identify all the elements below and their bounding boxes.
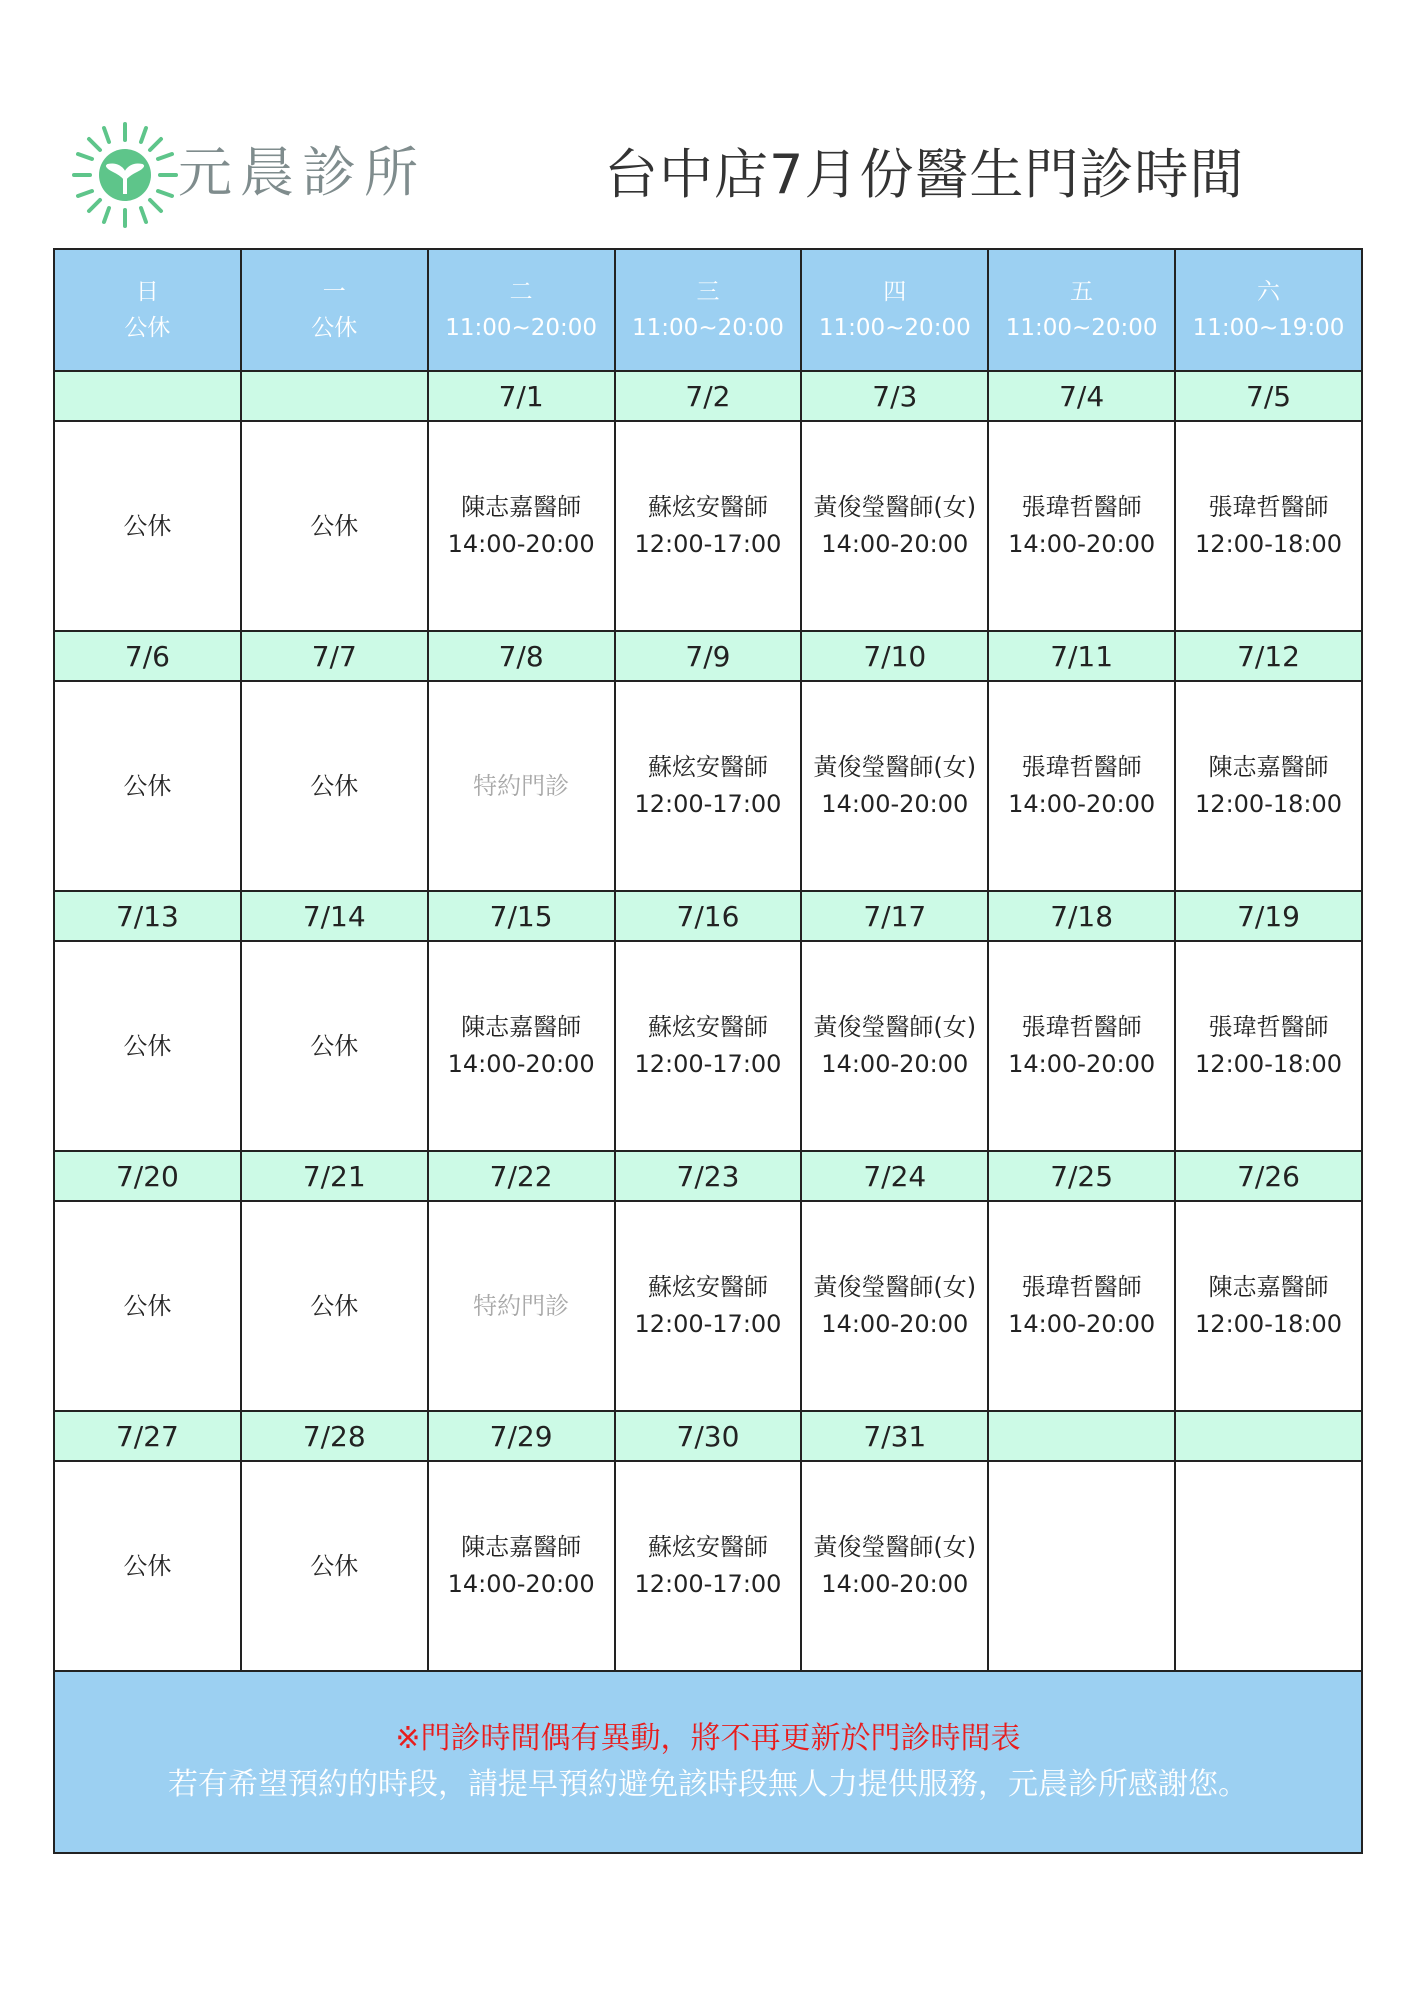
schedule-cell <box>428 1461 615 1671</box>
weekday-hours: 公休 <box>311 315 358 341</box>
doctor-name: 公休 <box>123 511 172 540</box>
clinic-hours: 12:00-17:00 <box>634 790 782 818</box>
doctor-name: 公休 <box>310 1031 359 1060</box>
schedule-cell <box>241 1461 428 1671</box>
date-cell: 7/26 <box>1175 1151 1362 1201</box>
schedule-cell <box>1175 421 1362 631</box>
date-row <box>54 631 1362 681</box>
clinic-hours: 12:00-18:00 <box>1195 1310 1343 1338</box>
schedule-cell <box>615 681 802 891</box>
weekday-hours: 公休 <box>124 315 171 341</box>
schedule-cell <box>241 941 428 1151</box>
weekday-hours: 11:00~20:00 <box>445 315 598 341</box>
doctor-name: 公休 <box>310 1551 359 1580</box>
schedule-cell <box>54 941 241 1151</box>
schedule-cell <box>615 1461 802 1671</box>
schedule-cell <box>428 941 615 1151</box>
clinic-hours: 14:00-20:00 <box>821 1310 969 1338</box>
weekday-name: 五 <box>1070 279 1094 305</box>
sun-sprout-logo-icon <box>70 120 180 230</box>
date-cell: 7/31 <box>801 1411 988 1461</box>
clinic-hours: 14:00-20:00 <box>821 1050 969 1078</box>
date-cell: 7/14 <box>241 891 428 941</box>
clinic-hours: 12:00-18:00 <box>1195 1050 1343 1078</box>
weekday-header <box>1175 249 1362 371</box>
schedule-cell <box>615 941 802 1151</box>
clinic-hours: 12:00-17:00 <box>634 1570 782 1598</box>
schedule-cell <box>54 1201 241 1411</box>
date-cell <box>1175 1411 1362 1461</box>
clinic-hours: 12:00-18:00 <box>1195 790 1343 818</box>
schedule-cell <box>801 1201 988 1411</box>
doctor-name: 公休 <box>310 511 359 540</box>
date-cell: 7/12 <box>1175 631 1362 681</box>
doctor-name: 陳志嘉醫師 <box>461 493 582 521</box>
schedule-row <box>54 421 1362 631</box>
schedule-cell <box>988 1201 1175 1411</box>
date-cell: 7/17 <box>801 891 988 941</box>
weekday-name: 三 <box>696 279 720 305</box>
weekday-hours: 11:00~20:00 <box>1005 315 1158 341</box>
doctor-name: 陳志嘉醫師 <box>1208 1273 1329 1301</box>
brand-name: 元晨診所 <box>178 141 426 204</box>
date-cell: 7/4 <box>988 371 1175 421</box>
date-cell: 7/9 <box>615 631 802 681</box>
doctor-name: 公休 <box>310 1291 359 1320</box>
doctor-name: 張瑋哲醫師 <box>1021 493 1142 521</box>
schedule-row <box>54 941 1362 1151</box>
clinic-hours: 14:00-20:00 <box>1008 1310 1156 1338</box>
doctor-name: 陳志嘉醫師 <box>461 1533 582 1561</box>
page-header <box>0 0 1414 240</box>
date-cell: 7/25 <box>988 1151 1175 1201</box>
doctor-name: 張瑋哲醫師 <box>1021 1013 1142 1041</box>
schedule-cell <box>988 941 1175 1151</box>
clinic-hours: 14:00-20:00 <box>447 1050 595 1078</box>
date-cell: 7/20 <box>54 1151 241 1201</box>
date-cell: 7/1 <box>428 371 615 421</box>
notice-row <box>54 1671 1362 1853</box>
doctor-name: 黃俊瑩醫師(女) <box>813 493 977 521</box>
date-cell: 7/23 <box>615 1151 802 1201</box>
date-cell: 7/27 <box>54 1411 241 1461</box>
schedule-cell <box>1175 941 1362 1151</box>
schedule-cell <box>801 1461 988 1671</box>
doctor-name: 蘇炫安醫師 <box>647 493 768 521</box>
date-cell: 7/30 <box>615 1411 802 1461</box>
clinic-hours: 12:00-18:00 <box>1195 530 1343 558</box>
weekday-name: 一 <box>322 279 346 305</box>
schedule-cell <box>615 421 802 631</box>
doctor-name: 蘇炫安醫師 <box>647 1273 768 1301</box>
date-row <box>54 1411 1362 1461</box>
clinic-hours: 14:00-20:00 <box>447 1570 595 1598</box>
doctor-name: 張瑋哲醫師 <box>1021 753 1142 781</box>
weekday-hours: 11:00~20:00 <box>632 315 784 341</box>
clinic-hours: 14:00-20:00 <box>821 1570 969 1598</box>
date-cell: 7/19 <box>1175 891 1362 941</box>
doctor-name: 特約門診 <box>473 1291 570 1320</box>
clinic-hours: 14:00-20:00 <box>821 530 969 558</box>
date-cell: 7/22 <box>428 1151 615 1201</box>
date-cell: 7/5 <box>1175 371 1362 421</box>
doctor-name: 黃俊瑩醫師(女) <box>813 1273 977 1301</box>
schedule-cell <box>1175 1201 1362 1411</box>
schedule-cell <box>801 941 988 1151</box>
doctor-name: 張瑋哲醫師 <box>1021 1273 1142 1301</box>
weekday-header <box>615 249 802 371</box>
schedule-cell <box>801 681 988 891</box>
schedule-cell <box>801 421 988 631</box>
weekday-header <box>241 249 428 371</box>
date-cell: 7/16 <box>615 891 802 941</box>
date-cell <box>241 371 428 421</box>
clinic-hours: 12:00-17:00 <box>634 530 782 558</box>
schedule-cell <box>615 1201 802 1411</box>
notice-warning: ※門診時間偶有異動，將不再更新於門診時間表 <box>395 1721 1021 1756</box>
clinic-hours: 14:00-20:00 <box>1008 530 1156 558</box>
weekday-header <box>54 249 241 371</box>
doctor-name: 公休 <box>123 1291 172 1320</box>
weekday-name: 四 <box>883 279 907 305</box>
date-cell: 7/7 <box>241 631 428 681</box>
clinic-hours: 14:00-20:00 <box>1008 790 1156 818</box>
doctor-name: 黃俊瑩醫師(女) <box>813 1533 977 1561</box>
doctor-name: 陳志嘉醫師 <box>461 1013 582 1041</box>
schedule-cell <box>988 681 1175 891</box>
schedule-cell <box>1175 681 1362 891</box>
page-title: 台中店7月份醫生門診時間 <box>604 143 1245 206</box>
date-cell: 7/18 <box>988 891 1175 941</box>
schedule-cell <box>428 681 615 891</box>
weekday-hours: 11:00~19:00 <box>1192 315 1345 341</box>
doctor-name: 蘇炫安醫師 <box>647 1533 768 1561</box>
clinic-hours: 14:00-20:00 <box>821 790 969 818</box>
weekday-name: 六 <box>1257 279 1281 305</box>
doctor-name: 公休 <box>310 771 359 800</box>
doctor-name: 公休 <box>123 1551 172 1580</box>
date-cell <box>54 371 241 421</box>
schedule-row <box>54 1461 1362 1671</box>
notice-box <box>54 1671 1362 1853</box>
date-cell: 7/8 <box>428 631 615 681</box>
schedule-row <box>54 681 1362 891</box>
schedule-cell <box>241 681 428 891</box>
schedule-cell <box>241 421 428 631</box>
schedule-cell <box>241 1201 428 1411</box>
schedule-cell <box>988 1461 1175 1671</box>
schedule-cell <box>54 1461 241 1671</box>
date-row <box>54 371 1362 421</box>
doctor-name: 蘇炫安醫師 <box>647 1013 768 1041</box>
doctor-name: 黃俊瑩醫師(女) <box>813 1013 977 1041</box>
doctor-name: 公休 <box>123 1031 172 1060</box>
date-cell: 7/21 <box>241 1151 428 1201</box>
date-cell: 7/11 <box>988 631 1175 681</box>
clinic-hours: 12:00-17:00 <box>634 1310 782 1338</box>
weekday-header <box>988 249 1175 371</box>
date-row <box>54 1151 1362 1201</box>
doctor-name: 公休 <box>123 771 172 800</box>
date-cell: 7/24 <box>801 1151 988 1201</box>
date-cell: 7/29 <box>428 1411 615 1461</box>
clinic-hours: 14:00-20:00 <box>1008 1050 1156 1078</box>
notice-message: 若有希望預約的時段，請提早預約避免該時段無人力提供服務，元晨診所感謝您。 <box>168 1767 1248 1802</box>
schedule-cell <box>988 421 1175 631</box>
weekday-header <box>428 249 615 371</box>
date-cell: 7/2 <box>615 371 802 421</box>
date-cell <box>988 1411 1175 1461</box>
schedule-cell <box>428 1201 615 1411</box>
weekday-hours: 11:00~20:00 <box>818 315 971 341</box>
date-row <box>54 891 1362 941</box>
schedule-cell <box>54 421 241 631</box>
schedule-cell <box>1175 1461 1362 1671</box>
schedule-cell <box>428 421 615 631</box>
doctor-name: 陳志嘉醫師 <box>1208 753 1329 781</box>
weekday-name: 二 <box>509 279 533 305</box>
doctor-name: 張瑋哲醫師 <box>1208 1013 1329 1041</box>
weekday-name: 日 <box>135 279 159 305</box>
date-cell: 7/6 <box>54 631 241 681</box>
weekday-header <box>801 249 988 371</box>
doctor-name: 張瑋哲醫師 <box>1208 493 1329 521</box>
clinic-hours: 14:00-20:00 <box>447 530 595 558</box>
schedule-body <box>54 371 1362 1671</box>
doctor-name: 特約門診 <box>473 771 570 800</box>
clinic-hours: 12:00-17:00 <box>634 1050 782 1078</box>
date-cell: 7/3 <box>801 371 988 421</box>
date-cell: 7/10 <box>801 631 988 681</box>
schedule-table <box>53 248 1363 1854</box>
doctor-name: 黃俊瑩醫師(女) <box>813 753 977 781</box>
date-cell: 7/15 <box>428 891 615 941</box>
schedule-cell <box>54 681 241 891</box>
date-cell: 7/13 <box>54 891 241 941</box>
doctor-name: 蘇炫安醫師 <box>647 753 768 781</box>
weekday-header-row <box>54 249 1362 371</box>
date-cell: 7/28 <box>241 1411 428 1461</box>
schedule-row <box>54 1201 1362 1411</box>
